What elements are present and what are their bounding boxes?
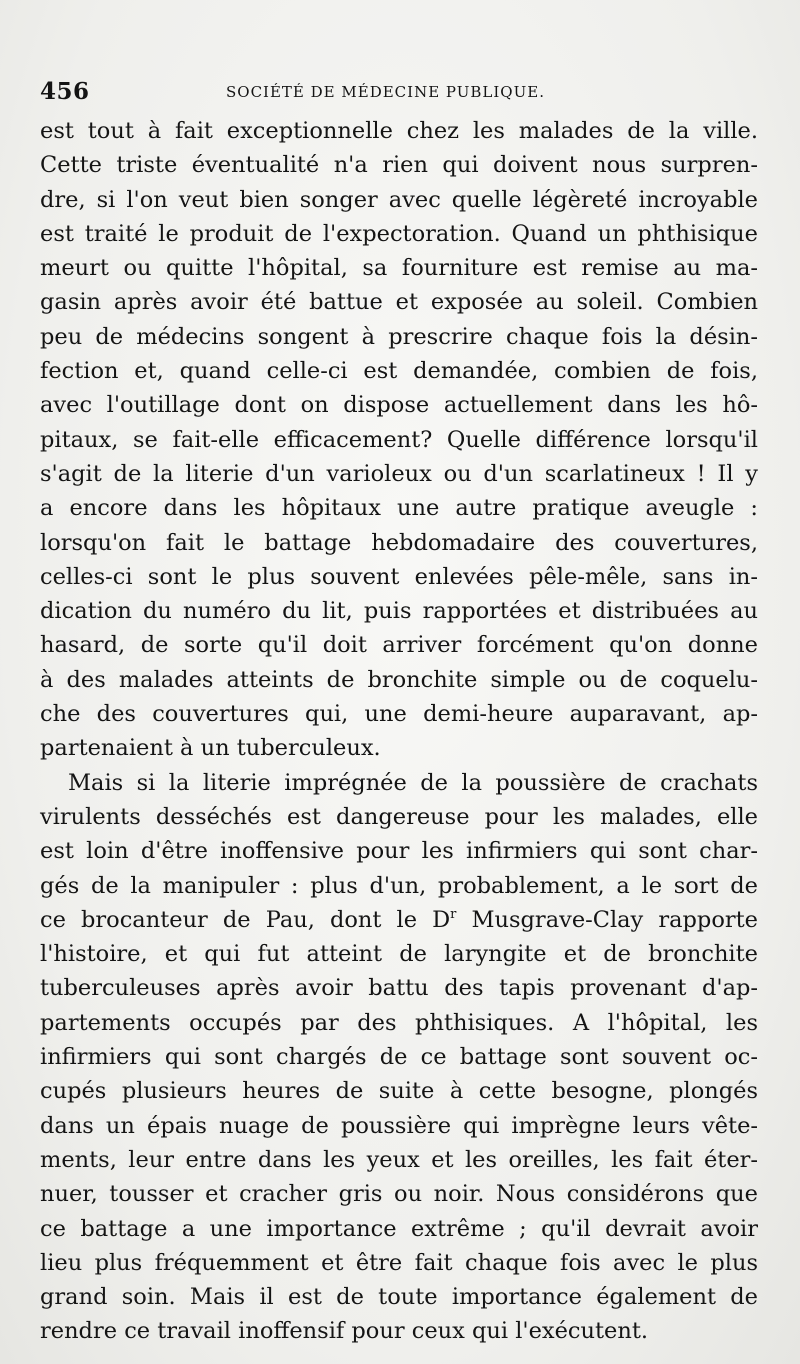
paragraph-first-line: Mais si la literie imprégnée de la poussière de crachats xyxy=(68,769,758,796)
text-line: gés de la manipuler : plus d'un, probablement, a le sort de xyxy=(40,872,758,899)
text-line: gasin après avoir été battue et exposée au soleil. Combien xyxy=(40,289,758,316)
text-line: meurt ou quitte l'hôpital, sa fourniture est remise au ma- xyxy=(40,255,758,282)
page-header xyxy=(40,78,760,108)
running-head: SOCIÉTÉ DE MÉDECINE PUBLIQUE. xyxy=(226,83,545,101)
text-line: pitaux, se fait-elle efficacement? Quelle différence lorsqu'il xyxy=(40,426,758,453)
text-line: dans un épais nuage de poussière qui imprègne leurs vête- xyxy=(40,1112,758,1139)
text-line: ments, leur entre dans les yeux et les oreilles, les fait éter- xyxy=(40,1146,758,1173)
text-line: che des couvertures qui, une demi-heure auparavant, ap- xyxy=(40,701,758,728)
text-line: peu de médecins songent à prescrire chaque fois la désin- xyxy=(40,323,758,350)
text-line: lieu plus fréquemment et être fait chaque fois avec le plus xyxy=(40,1249,758,1276)
body-text xyxy=(40,114,758,1349)
text-line: nuer, tousser et cracher gris ou noir. Nous considérons que xyxy=(40,1181,758,1208)
text-line: s'agit de la literie d'un varioleux ou d'un scarlatineux ! Il y xyxy=(40,460,758,487)
text-line: est traité le produit de l'expectoration. Quand un phthisique xyxy=(40,220,758,247)
text-line: dication du numéro du lit, puis rapportées et distribuées au xyxy=(40,598,758,625)
text-line: est loin d'être inoffensive pour les infirmiers qui sont char- xyxy=(40,838,758,865)
text-line: à des malades atteints de bronchite simple ou de coquelu- xyxy=(40,666,758,693)
text-fragment: Musgrave-Clay rapporte xyxy=(456,906,758,933)
text-line: avec l'outillage dont on dispose actuellement dans les hô- xyxy=(40,392,758,419)
text-line: est tout à fait exceptionnelle chez les malades de la ville. xyxy=(40,118,758,144)
text-line: fection et, quand celle-ci est demandée, combien de fois, xyxy=(40,358,758,385)
text-line: Cette triste éventualité n'a rien qui doivent nous surpren- xyxy=(40,152,758,179)
text-line: hasard, de sorte qu'il doit arriver forcément qu'on donne xyxy=(40,632,758,659)
page-number: 456 xyxy=(40,78,90,105)
text-fragment: ce brocanteur de Pau, dont le D xyxy=(40,906,451,933)
text-line: infirmiers qui sont chargés de ce battage sont souvent oc- xyxy=(40,1044,758,1071)
text-line: tuberculeuses après avoir battu des tapis provenant d'ap- xyxy=(40,975,758,1002)
text-line: celles-ci sont le plus souvent enlevées pêle-mêle, sans in- xyxy=(40,563,758,590)
text-line: a encore dans les hôpitaux une autre pratique aveugle : xyxy=(40,495,758,522)
text-line: cupés plusieurs heures de suite à cette besogne, plongés xyxy=(40,1078,758,1105)
text-line: rendre ce travail inoffensif pour ceux qui l'exécutent. xyxy=(40,1318,649,1345)
text-line: l'histoire, et qui fut atteint de laryngite et de bronchite xyxy=(40,941,758,968)
superscript: r xyxy=(450,906,457,922)
text-line: grand soin. Mais il est de toute importance également de xyxy=(40,1284,758,1311)
text-line: lorsqu'on fait le battage hebdomadaire des couvertures, xyxy=(40,529,758,556)
text-line: ce battage a une importance extrême ; qu'il devrait avoir xyxy=(40,1215,758,1242)
text-line: partements occupés par des phthisiques. A l'hôpital, les xyxy=(40,1009,758,1036)
text-line: partenaient à un tuberculeux. xyxy=(40,735,381,762)
text-line-with-superscript xyxy=(40,903,758,937)
text-line: dre, si l'on veut bien songer avec quelle légèreté incroyable xyxy=(40,186,758,213)
text-line: virulents desséchés est dangereuse pour les malades, elle xyxy=(40,803,758,830)
